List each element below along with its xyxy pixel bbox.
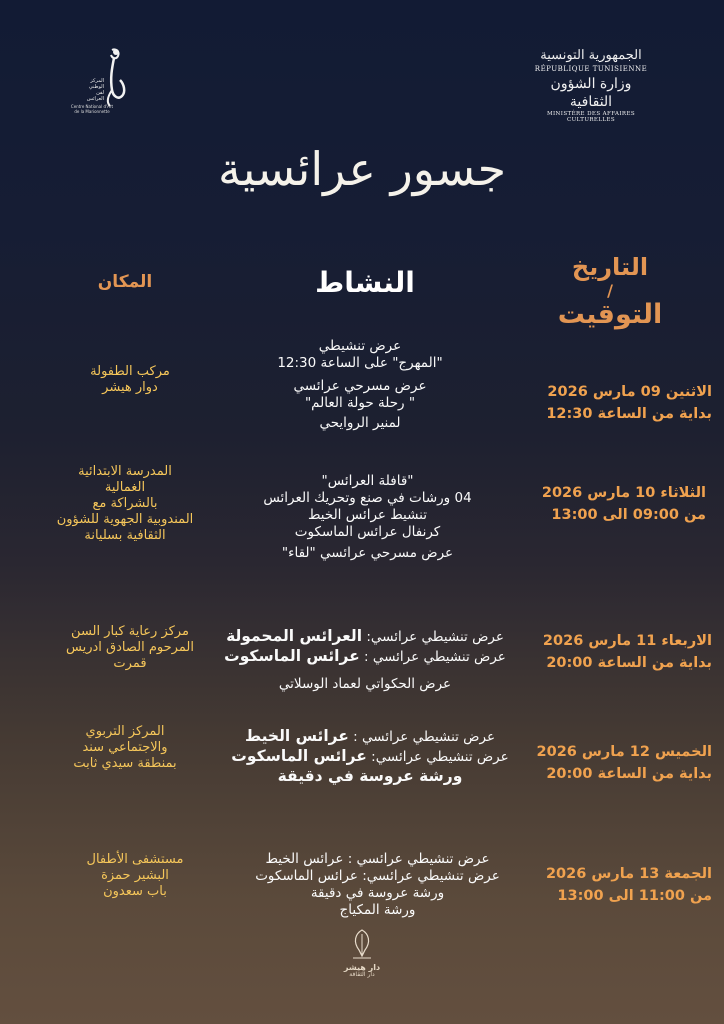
activity-line — [205, 746, 535, 766]
row-activity — [235, 338, 485, 432]
activity-line: "قافلة العرائس" — [321, 473, 414, 489]
place-line: بمنطقة سيدي ثابت — [73, 756, 177, 771]
row-time: من 11:00 الى 13:00 — [557, 888, 712, 904]
logo-text-line: لفن — [96, 90, 104, 96]
logo-text-line: الوطني — [88, 84, 104, 90]
logo-left-caption: Centre National d'Art de la Marionnette — [70, 104, 114, 114]
activity-highlight: عرائس الخيط — [244, 727, 349, 745]
activity-line: تنشيط عرائس الخيط — [307, 507, 428, 523]
row-date — [546, 863, 712, 907]
row-place — [25, 464, 225, 544]
place-line: الغمالية — [104, 480, 146, 495]
footer-logo-sub: دار الثقافة — [349, 971, 375, 978]
place-line: المركز التربوي — [85, 724, 165, 739]
activity-prefix: عرض تنشيطي عرائسي: — [366, 749, 509, 765]
place-line: المدرسة الابتدائية — [78, 464, 172, 479]
activity-line: عرض تنشيطي عرائسي : عرائس الخيط — [265, 851, 490, 867]
activity-line: عرض تنشيطي — [318, 338, 402, 354]
activity-line — [205, 726, 535, 746]
activity-line — [205, 626, 525, 646]
row-date-day: الاربعاء 11 مارس 2026 — [542, 633, 712, 649]
row-time: بداية من الساعة 20:00 — [546, 655, 712, 671]
activity-prefix: عرض تنشيطي عرائسي: — [362, 629, 504, 645]
ministry-logo — [528, 48, 654, 123]
column-header-date-separator: / — [607, 281, 613, 300]
activity-line — [205, 646, 525, 666]
row-time: من 09:00 الى 13:00 — [551, 507, 706, 523]
row-date — [546, 381, 712, 425]
culture-house-logo — [340, 928, 384, 988]
activity-line: " رحلة حولة العالم" — [304, 395, 416, 411]
place-line: المندوبية الجهوية للشؤون — [56, 512, 194, 527]
activity-line: "المهرج" على الساعة 12:30 — [277, 355, 443, 371]
row-place — [50, 364, 210, 396]
column-header-date-line2: التوقيت — [557, 299, 663, 330]
row-place — [55, 852, 215, 900]
logo-text-line: العرائس — [86, 96, 104, 102]
column-header-date — [555, 252, 665, 330]
row-date-day: الخميس 12 مارس 2026 — [536, 744, 712, 760]
row-date — [537, 741, 712, 785]
ministry-logo-fr-line2: MINISTÈRE DES AFFAIRES CULTURELLES — [546, 111, 636, 123]
row-activity — [205, 726, 535, 786]
row-activity — [235, 473, 500, 562]
column-header-activity: النشاط — [315, 266, 415, 299]
place-line: دوار هيشر — [102, 380, 158, 395]
row-time: بداية من الساعة 20:00 — [546, 766, 712, 782]
ministry-logo-ar-line1: الجمهورية التونسية — [540, 48, 642, 63]
activity-line: عرض الحكواتي لعماد الوسلاتي — [278, 676, 452, 692]
logo-left-text — [74, 78, 104, 102]
activity-highlight: العرائس المحمولة — [226, 627, 363, 645]
place-line: مركز رعاية كبار السن — [71, 624, 189, 639]
activity-highlight: عرائس الماسكوت — [231, 747, 367, 765]
row-date — [543, 630, 712, 674]
quill-icon — [347, 928, 377, 960]
row-activity — [205, 626, 525, 693]
activity-line: 04 ورشات في صنع وتحريك العرائس — [263, 490, 472, 506]
place-line: المرحوم الصادق ادريس — [66, 640, 194, 655]
column-header-date-line1: التاريخ — [571, 253, 649, 281]
place-line: قمرت — [113, 656, 147, 671]
row-date-day: الاثنين 09 مارس 2026 — [547, 384, 712, 400]
place-line: الثقافية بسليانة — [84, 528, 166, 543]
place-line: مستشفى الأطفال — [86, 852, 184, 867]
activity-line: عرض مسرحي عرائسي — [293, 378, 427, 394]
activity-line: ورشة المكياج — [339, 902, 416, 918]
row-date — [542, 482, 706, 526]
activity-line: عرض مسرحي عرائسي "لقاء" — [281, 545, 454, 561]
activity-line: كرنفال عرائس الماسكوت — [294, 524, 441, 540]
ministry-logo-ar-line2: وزارة الشؤون الثقافية — [550, 76, 632, 110]
marionette-centre-logo — [66, 44, 136, 114]
ministry-logo-fr-line1: RÉPUBLIQUE TUNISIENNE — [534, 65, 648, 73]
logo-text-line: المركز — [90, 78, 104, 84]
activity-line: ورشة عروسة في دقيقة — [277, 767, 463, 785]
poster-title: جسور عرائسية — [217, 142, 507, 196]
activity-prefix: عرض تنشيطي عرائسي : — [359, 649, 506, 665]
place-line: والاجتماعي سند — [82, 740, 168, 755]
activity-highlight: عرائس الماسكوت — [224, 647, 360, 665]
activity-line: لمنير الروايحي — [319, 415, 401, 431]
column-header-place: المكان — [97, 272, 153, 292]
place-line: مركب الطفولة — [90, 364, 170, 379]
row-date-day: الجمعة 13 مارس 2026 — [545, 866, 712, 882]
place-line: البشير حمزة — [101, 868, 169, 883]
activity-prefix: عرض تنشيطي عرائسي : — [348, 729, 496, 745]
row-place — [40, 624, 220, 672]
row-activity — [240, 851, 515, 919]
activity-line: عرض تنشيطي عرائسي: عرائس الماسكوت — [255, 868, 500, 884]
place-line: بالشراكة مع — [92, 496, 158, 511]
activity-line: ورشة عروسة في دقيقة — [310, 885, 445, 901]
footer-logo-text: دار هيشر — [343, 963, 381, 972]
row-time: بداية من الساعة 12:30 — [546, 406, 712, 422]
row-place — [30, 724, 220, 772]
row-date-day: الثلاثاء 10 مارس 2026 — [541, 485, 706, 501]
place-line: باب سعدون — [103, 884, 167, 899]
